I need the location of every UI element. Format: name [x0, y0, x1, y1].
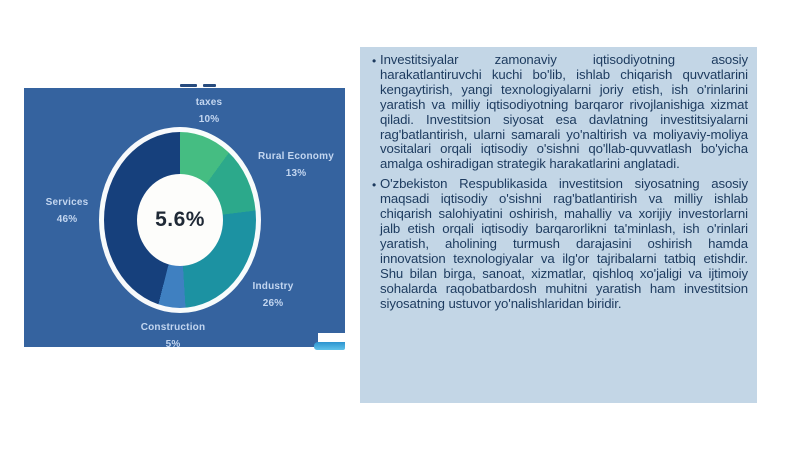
bullet-marker: • [371, 178, 377, 193]
slice-percent: 26% [262, 298, 284, 309]
slice-percent: 5% [165, 339, 181, 350]
slice-label-industry [233, 278, 313, 312]
bullet-text-2: O'zbekiston Respublikasida investitsion siyosatning asosiy maqsadi iqtisodiy o'sishni rag'batlantirish va milliy ishlab chiqarish salohiyatini oshirish, mahalliy va xorijiy investorlarni jalb etish orqali iqtisodiy barqarorlikni ta'minlash, ish o'rinlari yaratish, aholining turmush darajasini oshirish hamda innovatsion texnologiyalar va ilg'or tajribalarni tatbiq etishdir. Shu bilan birga, sanoat, xizmatlar, qishloq xo'jaligi va ijtimoiy sohalarda raqobatbardosh muhitni yaratish ham investitsion siyosatning ustuvor yo'nalishlaridan biridir. [380, 176, 748, 311]
accent-tab [314, 342, 345, 350]
donut-center-value: 5.6% [155, 208, 205, 231]
slice-label-rural-economy [236, 148, 356, 182]
slice-name: Rural Economy [258, 151, 334, 162]
slice-percent: 46% [56, 214, 78, 225]
bullet-item-2 [368, 177, 748, 311]
slice-name: Industry [252, 281, 294, 292]
slice-percent: 13% [285, 168, 307, 179]
slice-name: taxes [195, 97, 223, 108]
bullet-item-1 [368, 53, 748, 172]
chart-panel [24, 88, 345, 350]
text-panel [360, 47, 757, 403]
bullet-list [368, 53, 748, 311]
slice-percent: 10% [198, 114, 220, 125]
slice-name: Construction [140, 322, 206, 333]
slice-label-services [27, 194, 107, 228]
bullet-text-1: Investitsiyalar zamonaviy iqtisodiyotning asosiy harakatlantiruvchi kuchi bo'lib, ishlab chiqarish quvvatlarini kengaytirish, yangi texnologiyalarni joriy etish, ish o'rinlarini yaratish va milliy iqtisodiyotning barqaror rivojlanishiga xizmat qiladi. Investitsion siyosat esa davlatning investitsiyalarni rag'batlantirish, ularni samarali yo'naltirish va moliyaviy-moliya vositalari orqali iqtisodiy o'sishni qo'llab-quvvatlash bo'yicha amalga oshiradigan strategik harakatlarini anglatadi. [380, 52, 748, 172]
donut-hole [137, 174, 223, 266]
slice-name: Services [45, 197, 89, 208]
bullet-marker: • [371, 54, 377, 68]
slice-label-taxes [169, 94, 249, 128]
slice-label-construction [123, 319, 223, 353]
